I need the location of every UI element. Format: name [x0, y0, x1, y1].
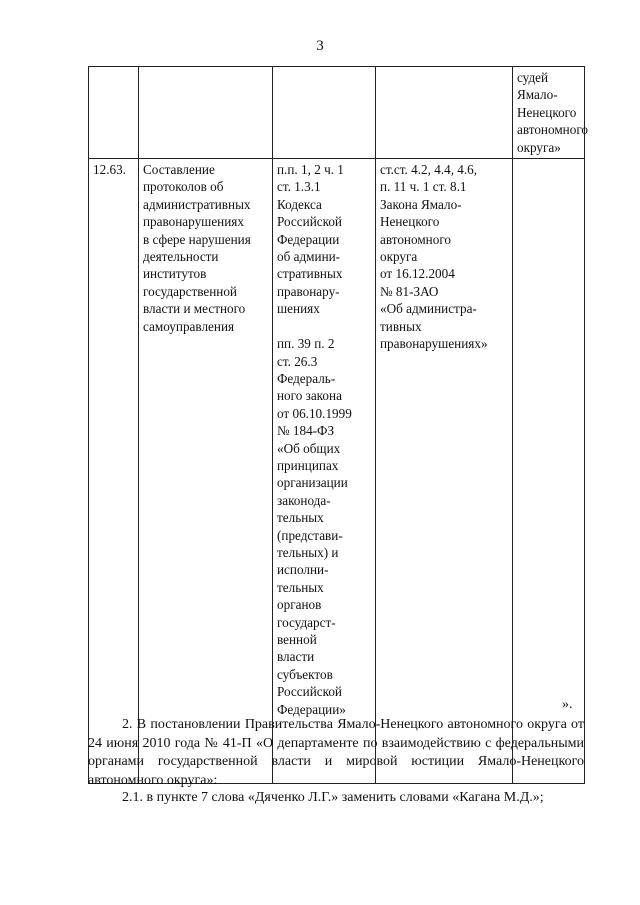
cell-name — [139, 67, 273, 159]
table-row — [89, 67, 585, 159]
cell-regional-law: ст.ст. 4.2, 4.4, 4.6, п. 11 ч. 1 ст. 8.1 Закона Ямало- Ненецкого автономного округа от 16.12.2004 № 81-ЗАО «Об администра- тивных правонарушениях» — [376, 159, 513, 784]
cell-name: Составление протоколов об административных правонарушениях в сфере нарушения деятельности институтов государственной власти и местного самоуправления — [139, 159, 273, 784]
paragraph-2-1: 2.1. в пункте 7 слова «Дяченко Л.Г.» заменить словами «Кагана М.Д.»; — [122, 790, 544, 805]
paragraph-2: 2. В постановлении Правительства Ямало-Ненецкого автономного округа от 24 июня 2010 года № 41-П «О департаменте по взаимодействию с федеральными органами государственной власти и мировой юстиции Ямало-Ненецкого автономного округа»: — [88, 717, 584, 788]
cell-number: 12.63. — [89, 159, 139, 784]
cell-legal-basis: п.п. 1, 2 ч. 1 ст. 1.3.1 Кодекса Российской Федерации об админи- стративных правонару- шениях пп. 39 п. 2 ст. 26.3 Федераль- ного закона от 06.10.1999 № 184-ФЗ «Об общих принципах организации законода- тельных (представи- тельных) и исполни- тельных органов государст- венной власти субъектов Российской Федерации» — [273, 159, 376, 784]
table-row — [89, 159, 585, 784]
cell-legal-basis — [273, 67, 376, 159]
cell-court — [513, 159, 585, 784]
cell-number — [89, 67, 139, 159]
page-number: 3 — [316, 38, 324, 54]
cell-regional-law — [376, 67, 513, 159]
cell-court: судей Ямало- Ненецкого автономного округа» — [513, 67, 585, 159]
regulation-table — [88, 66, 589, 784]
closing-quote: ». — [562, 697, 573, 712]
